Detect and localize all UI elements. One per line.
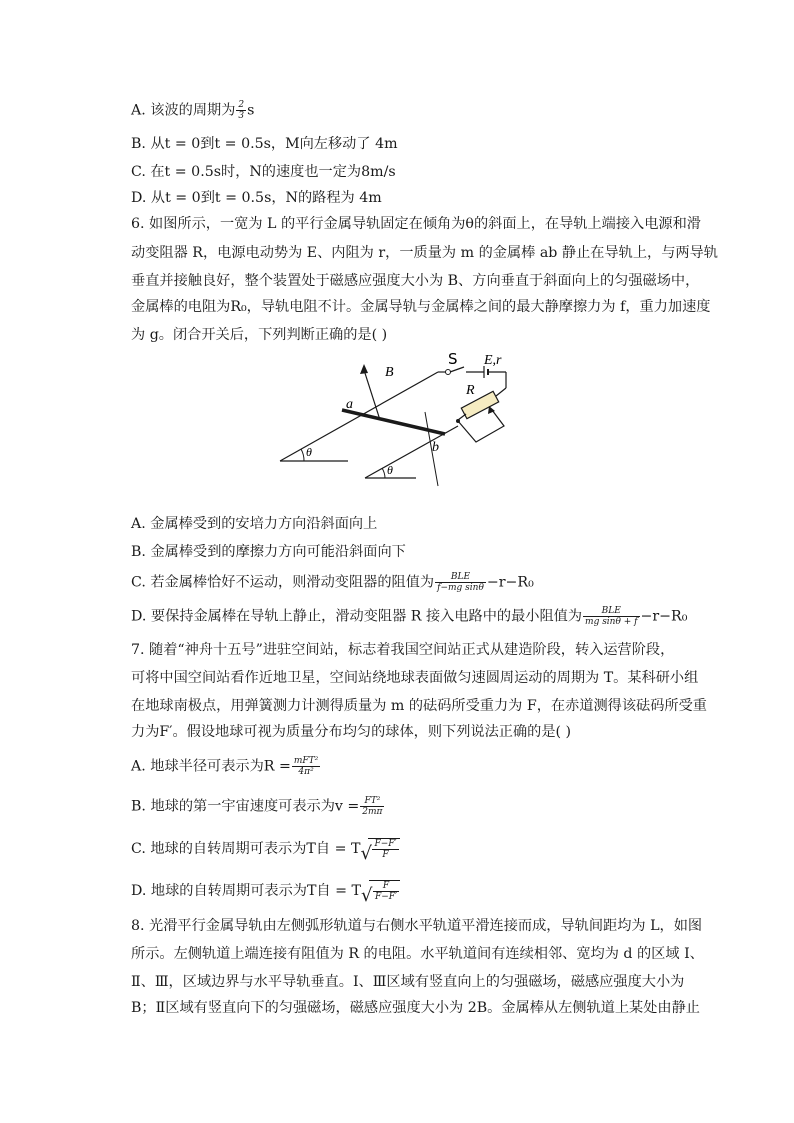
q6-stem-line-2: 动变阻器 R，电源电动势为 E、内阻为 r，一质量为 m 的金属棒 ab 静止在导轨上，与两导轨: [131, 245, 718, 261]
q6-rail-circuit-diagram: [270, 350, 520, 492]
q6-stem-line-5: 为 g。闭合开关后，下列判断正确的是( ): [131, 327, 388, 343]
q7-stem-line-4: 力为F′。假设地球可视为质量分布均匀的球体，则下列说法正确的是( ): [131, 724, 572, 740]
q6-option-c[interactable]: [131, 572, 534, 593]
q7-option-d-sqrt: √ $\frac{F}{F-F'}$: [361, 880, 400, 902]
q7-option-a-fraction: $\frac{\text{mFT²}}{\text{4π²}}$: [293, 756, 319, 777]
rod-end-b-label: b: [432, 440, 439, 455]
q6-stem-line-1: 6. 如图所示，一宽为 L 的平行金属导轨固定在倾角为θ的斜面上，在导轨上端接入电源和滑: [131, 216, 701, 232]
theta-label-right: θ: [387, 463, 393, 477]
wire-to-rheostat-top: [496, 388, 506, 396]
q6-option-d-suffix: −r−R₀: [640, 608, 688, 625]
rheostat-r-label: R: [466, 383, 475, 398]
q5-option-a-fraction: $\frac{2}{3}$: [238, 100, 245, 121]
angle-arc-right: [382, 468, 385, 478]
q8-stem-line-3: Ⅱ、Ⅲ，区域边界与水平导轨垂直。Ⅰ、Ⅲ区域有竖直向上的匀强磁场，磁感应强度大小为: [131, 974, 685, 990]
q8-stem-line-1: 8. 光滑平行金属导轨由左侧弧形轨道与右侧水平轨道平滑连接而成，导轨间距均为 L，如图: [131, 918, 703, 934]
rail-left: [280, 372, 438, 461]
wire-rheostat-bottom: [458, 414, 466, 420]
q7-option-a-text: A. 地球半径可表示为R =: [131, 758, 291, 775]
q6-option-d[interactable]: [131, 606, 687, 627]
q6-stem-line-4: 金属棒的电阻为R₀，导轨电阻不计。金属导轨与金属棒之间的最大静摩擦力为 f，重力加速度: [131, 299, 711, 315]
q7-option-c[interactable]: [131, 838, 400, 864]
theta-label-left: θ: [306, 445, 312, 459]
q7-option-a[interactable]: [131, 756, 321, 777]
q8-stem-line-2: 所示。左侧轨道上端连接有阻值为 R 的电阻。水平轨道间有连续相邻、宽均为 d 的区域 Ⅰ、: [131, 946, 704, 962]
q5-option-a-unit: s: [247, 102, 255, 119]
field-b-label: B: [385, 365, 394, 380]
q7-option-d[interactable]: [131, 880, 400, 906]
q7-stem-line-2: 可将中国空间站看作近地卫星，空间站绕地球表面做匀速圆周运动的周期为 T。某科研小组: [131, 670, 699, 686]
q7-option-b-text: B. 地球的第一宇宙速度可表示为v =: [131, 798, 360, 815]
q6-option-a[interactable]: A. 金属棒受到的安培力方向沿斜面向上: [131, 516, 378, 532]
q5-option-c[interactable]: C. 在t = 0.5s时，N的速度也一定为8m/s: [131, 164, 396, 180]
q7-stem-line-3: 在地球南极点，用弹簧测力计测得质量为 m 的砝码所受重力为 F，在赤道测得该砝码所受重: [131, 698, 707, 714]
q7-option-d-text: D. 地球的自转周期可表示为T自 = T: [131, 883, 361, 899]
angle-arc-left: [301, 449, 304, 461]
q7-option-c-sqrt: √ $\frac{F-F'}{F}$: [360, 838, 399, 860]
q7-option-b-fraction: $\frac{\text{FT²}}{2m\pi}$: [362, 796, 383, 817]
q7-option-c-fraction: $\frac{F-F'}{F}$: [374, 839, 397, 860]
rod-end-a-label: a: [346, 397, 353, 412]
q8-stem-line-4: B；Ⅱ区域有竖直向下的匀强磁场，磁感应强度大小为 2B。金属棒从左侧轨道上某处由静止: [131, 1000, 700, 1016]
q5-option-a[interactable]: [131, 100, 254, 121]
q7-stem-line-1: 7. 随着“神舟十五号”进驻空间站，标志着我国空间站正式从建造阶段，转入运营阶段，: [131, 642, 675, 658]
q7-option-d-fraction: $\frac{F}{F-F'}$: [374, 881, 398, 902]
switch-s-label: S: [448, 350, 458, 368]
metal-rod-ab: [342, 410, 445, 434]
q5-option-d[interactable]: D. 从t = 0到t = 0.5s，N的路程为 4m: [131, 190, 382, 206]
q6-option-d-fraction: $\frac{\text{BLE}}{\text{mg sinθ + f}}$: [585, 606, 638, 627]
q6-stem-line-3: 垂直并接触良好，整个装置处于磁感应强度大小为 B、方向垂直于斜面向上的匀强磁场中，: [131, 273, 700, 289]
q5-option-a-text: A. 该波的周期为: [131, 102, 236, 119]
q6-option-d-text: D. 要保持金属棒在导轨上静止，滑动变阻器 R 接入电路中的最小阻值为: [131, 608, 583, 625]
q6-option-b[interactable]: B. 金属棒受到的摩擦力方向可能沿斜面向下: [131, 544, 406, 560]
field-b-arrowhead: [360, 364, 368, 374]
q6-option-c-text: C. 若金属棒恰好不运动，则滑动变阻器的阻值为: [131, 574, 435, 591]
q7-option-b[interactable]: [131, 796, 385, 817]
q7-option-c-text: C. 地球的自转周期可表示为T自 = T: [131, 841, 361, 857]
q5-option-b[interactable]: B. 从t = 0到t = 0.5s，M向左移动了 4m: [131, 136, 398, 152]
battery-er-label: E,r: [484, 353, 502, 368]
switch-s-contact: [446, 370, 451, 375]
q6-option-c-suffix: −r−R₀: [486, 574, 534, 591]
q6-option-c-fraction: $\frac{\text{BLE}}{\text{f−mg sinθ}}$: [437, 572, 484, 593]
